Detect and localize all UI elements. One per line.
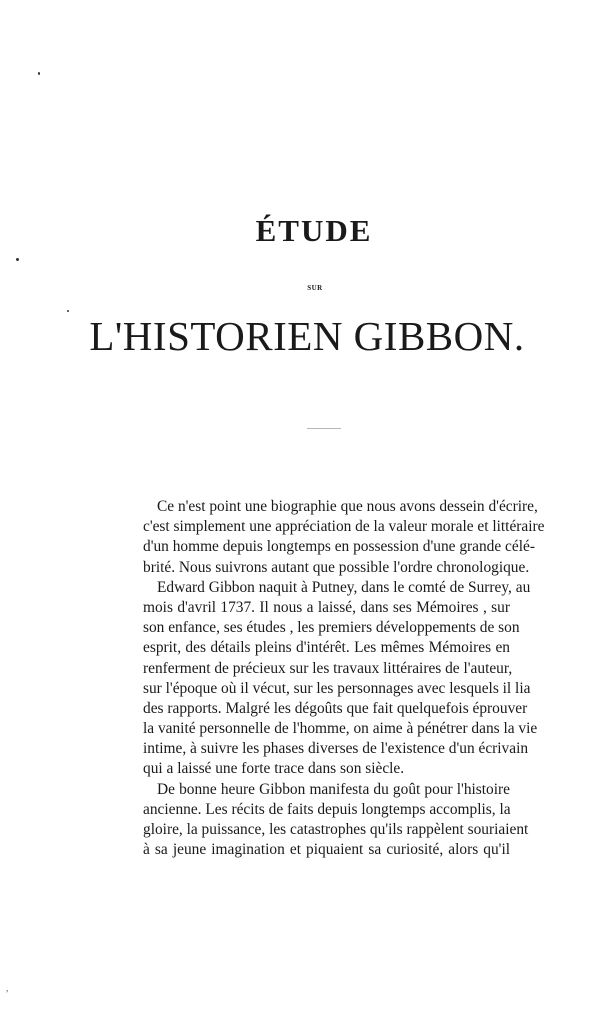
text-line: Edward Gibbon naquit à Putney, dans le comté de Surrey, au — [157, 578, 531, 596]
text-line: d'un homme depuis longtemps en possession d'une grande célé- — [143, 538, 535, 556]
text-line: gloire, la puissance, les catastrophes qu'ils rappèlent souriaient — [143, 821, 529, 838]
ink-speck — [38, 72, 40, 75]
text-line: son enfance, ses études , les premiers développements de son — [143, 619, 520, 637]
text-line: De bonne heure Gibbon manifesta du goût pour l'histoire — [157, 780, 510, 798]
text-line: renferment de précieux sur les travaux littéraires de l'auteur, — [143, 659, 513, 677]
text-line: mois d'avril 1737. Il nous a laissé, dans ses Mémoires , sur — [143, 598, 510, 616]
text-line: qui a laissé une forte trace dans son siècle. — [143, 760, 405, 778]
text-line: Ce n'est point une biographie que nous avons dessein d'écrire, — [157, 498, 538, 515]
text-line: esprit, des détails pleins d'intérêt. Les mêmes Mémoires en — [143, 639, 510, 657]
heading-etude: ÉTUDE — [255, 213, 373, 248]
ink-speck — [16, 258, 19, 261]
text-line: brité. Nous suivrons autant que possible l'ordre chronologique. — [143, 558, 530, 576]
text-line: sur l'époque où il vécut, sur les personnages avec lesquels il lia — [143, 679, 531, 697]
text-line: c'est simplement une appréciation de la valeur morale et littéraire — [143, 518, 545, 536]
text-line: ancienne. Les récits de faits depuis longtemps accomplis, la — [143, 800, 511, 818]
body-text — [143, 497, 545, 860]
text-line: des rapports. Malgré les dégoûts que fait quelquefois éprouver — [143, 699, 528, 717]
heading-historien-gibbon: L'HISTORIEN GIBBON. — [89, 313, 525, 359]
separator-rule — [307, 428, 341, 429]
text-line: à sa jeune imagination et piquaient sa curiosité, alors qu'il — [143, 841, 510, 859]
text-line: intime, à suivre les phases diverses de l'existence d'un écrivain — [143, 740, 529, 758]
margin-mark: , — [6, 983, 9, 993]
text-line: la vanité personnelle de l'homme, on aime à pénétrer dans la vie — [143, 720, 538, 738]
heading-sur: SUR — [307, 284, 323, 292]
